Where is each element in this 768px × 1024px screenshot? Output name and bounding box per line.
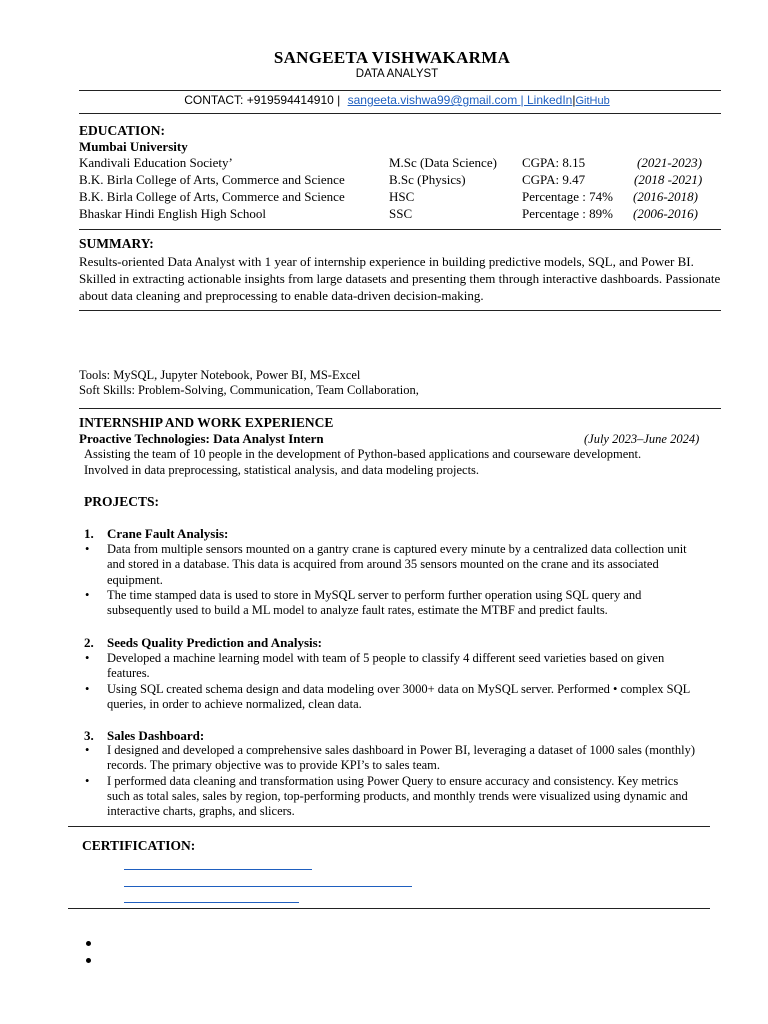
project-number: 2. xyxy=(84,635,94,650)
institution: Bhaskar Hindi English High School xyxy=(79,206,267,221)
contact-separator: | xyxy=(572,93,576,107)
education-row xyxy=(79,171,719,188)
university-name: Mumbai University xyxy=(79,139,188,154)
list-item: • I designed and developed a comprehensive sales dashboard in Power BI, leveraging a dataset of 1000 sales (monthly) records. The primary objective was to provide KPI’s to sales team. xyxy=(79,743,703,774)
github-link[interactable]: GitHub xyxy=(575,95,610,107)
degree: HSC xyxy=(389,189,415,204)
certification-heading: CERTIFICATION: xyxy=(82,838,196,853)
score: CGPA: 8.15 xyxy=(522,155,586,170)
resume-name: SANGEETA VISHWAKARMA xyxy=(273,48,511,67)
empty-bullet xyxy=(86,941,91,946)
project-bullets xyxy=(79,743,703,819)
degree: B.Sc (Physics) xyxy=(389,172,466,187)
education-heading: EDUCATION: xyxy=(79,123,166,138)
list-item: • Data from multiple sensors mounted on a gantry crane is captured every minute by a centralized data collection unit and stored in a database. This data is acquired from around 35 sensors mounted on the crane and its associated equipment. xyxy=(79,542,703,588)
certification-link-3[interactable] xyxy=(124,902,299,903)
certification-rule xyxy=(68,908,710,909)
list-item: • I performed data cleaning and transformation using Power Query to ensure accuracy and consistency. Key metrics such as total sales, sales by region, top-performing products, and monthly trends were visualized using dynamic and interactive charts, graphs, and slicers. xyxy=(79,774,703,820)
years: (2021-2023) xyxy=(637,155,702,170)
projects-heading: PROJECTS: xyxy=(84,494,160,509)
degree: M.Sc (Data Science) xyxy=(389,155,497,170)
certification-link-1[interactable] xyxy=(124,869,312,870)
score: Percentage : 74% xyxy=(522,189,613,204)
list-item: • The time stamped data is used to store in MySQL server to perform further operation using SQL query and subsequently used to build a ML model to analyze fault rates, estimate the MTBF and predict faults. xyxy=(79,588,703,619)
institution: B.K. Birla College of Arts, Commerce and Science xyxy=(79,189,345,204)
years: (2016-2018) xyxy=(633,189,698,204)
institution: B.K. Birla College of Arts, Commerce and Science xyxy=(79,172,345,187)
experience-line-2: Involved in data preprocessing, statistical analysis, and data modeling projects. xyxy=(84,463,480,477)
degree: SSC xyxy=(389,206,413,221)
empty-bullet xyxy=(86,958,91,963)
summary-rule xyxy=(79,310,721,311)
project-title: Sales Dashboard: xyxy=(107,728,205,743)
projects-rule xyxy=(68,826,710,827)
summary-heading: SUMMARY: xyxy=(79,236,154,251)
skills-rule xyxy=(79,408,721,409)
institution: Kandivali Education Society’ xyxy=(79,155,233,170)
years: (2006-2016) xyxy=(633,206,698,221)
experience-line-1: Assisting the team of 10 people in the development of Python-based applications and courseware development. xyxy=(84,447,642,461)
contact-phone: CONTACT: +919594414910 | xyxy=(184,93,341,107)
project-bullets xyxy=(79,651,703,712)
education-row xyxy=(79,188,719,205)
soft-skills-line: Soft Skills: Problem-Solving, Communication, Team Collaboration, xyxy=(79,383,419,397)
summary-text: Results-oriented Data Analyst with 1 year of internship experience in building predictive models, SQL, and Power BI. Skilled in extracting actionable insights from large datasets and presenting them through interactive dashboards. Passionate about data cleaning and preprocessing to enable data-driven decision-making. xyxy=(79,254,721,303)
certification-link-2[interactable] xyxy=(124,886,412,887)
experience-dates: (July 2023–June 2024) xyxy=(584,432,700,446)
project-number: 1. xyxy=(84,526,94,541)
project-title: Crane Fault Analysis: xyxy=(107,526,229,541)
experience-title: Proactive Technologies: Data Analyst Intern xyxy=(79,431,324,446)
years: (2018 -2021) xyxy=(634,172,703,187)
header-rule-top xyxy=(79,90,721,91)
list-item: • Developed a machine learning model with team of 5 people to classify 4 different seed varieties based on given features. xyxy=(79,651,703,682)
education-rule xyxy=(79,229,721,230)
email-linkedin-link[interactable]: sangeeta.vishwa99@gmail.com | LinkedIn xyxy=(347,93,573,107)
contact-line xyxy=(0,93,768,107)
tools-line: Tools: MySQL, Jupyter Notebook, Power BI, MS-Excel xyxy=(79,368,361,382)
score: Percentage : 89% xyxy=(522,206,613,221)
experience-heading: INTERNSHIP AND WORK EXPERIENCE xyxy=(79,415,334,430)
resume-role: DATA ANALYST xyxy=(355,68,439,80)
education-row xyxy=(79,205,719,222)
project-bullets xyxy=(79,542,703,618)
project-title: Seeds Quality Prediction and Analysis: xyxy=(107,635,323,650)
score: CGPA: 9.47 xyxy=(522,172,586,187)
list-item: • Using SQL created schema design and data modeling over 3000+ data on MySQL server. Performed • complex SQL queries, in order to achieve normalized, clean data. xyxy=(79,682,703,713)
education-row xyxy=(79,154,719,171)
header-rule-bottom xyxy=(79,113,721,114)
project-number: 3. xyxy=(84,728,94,743)
